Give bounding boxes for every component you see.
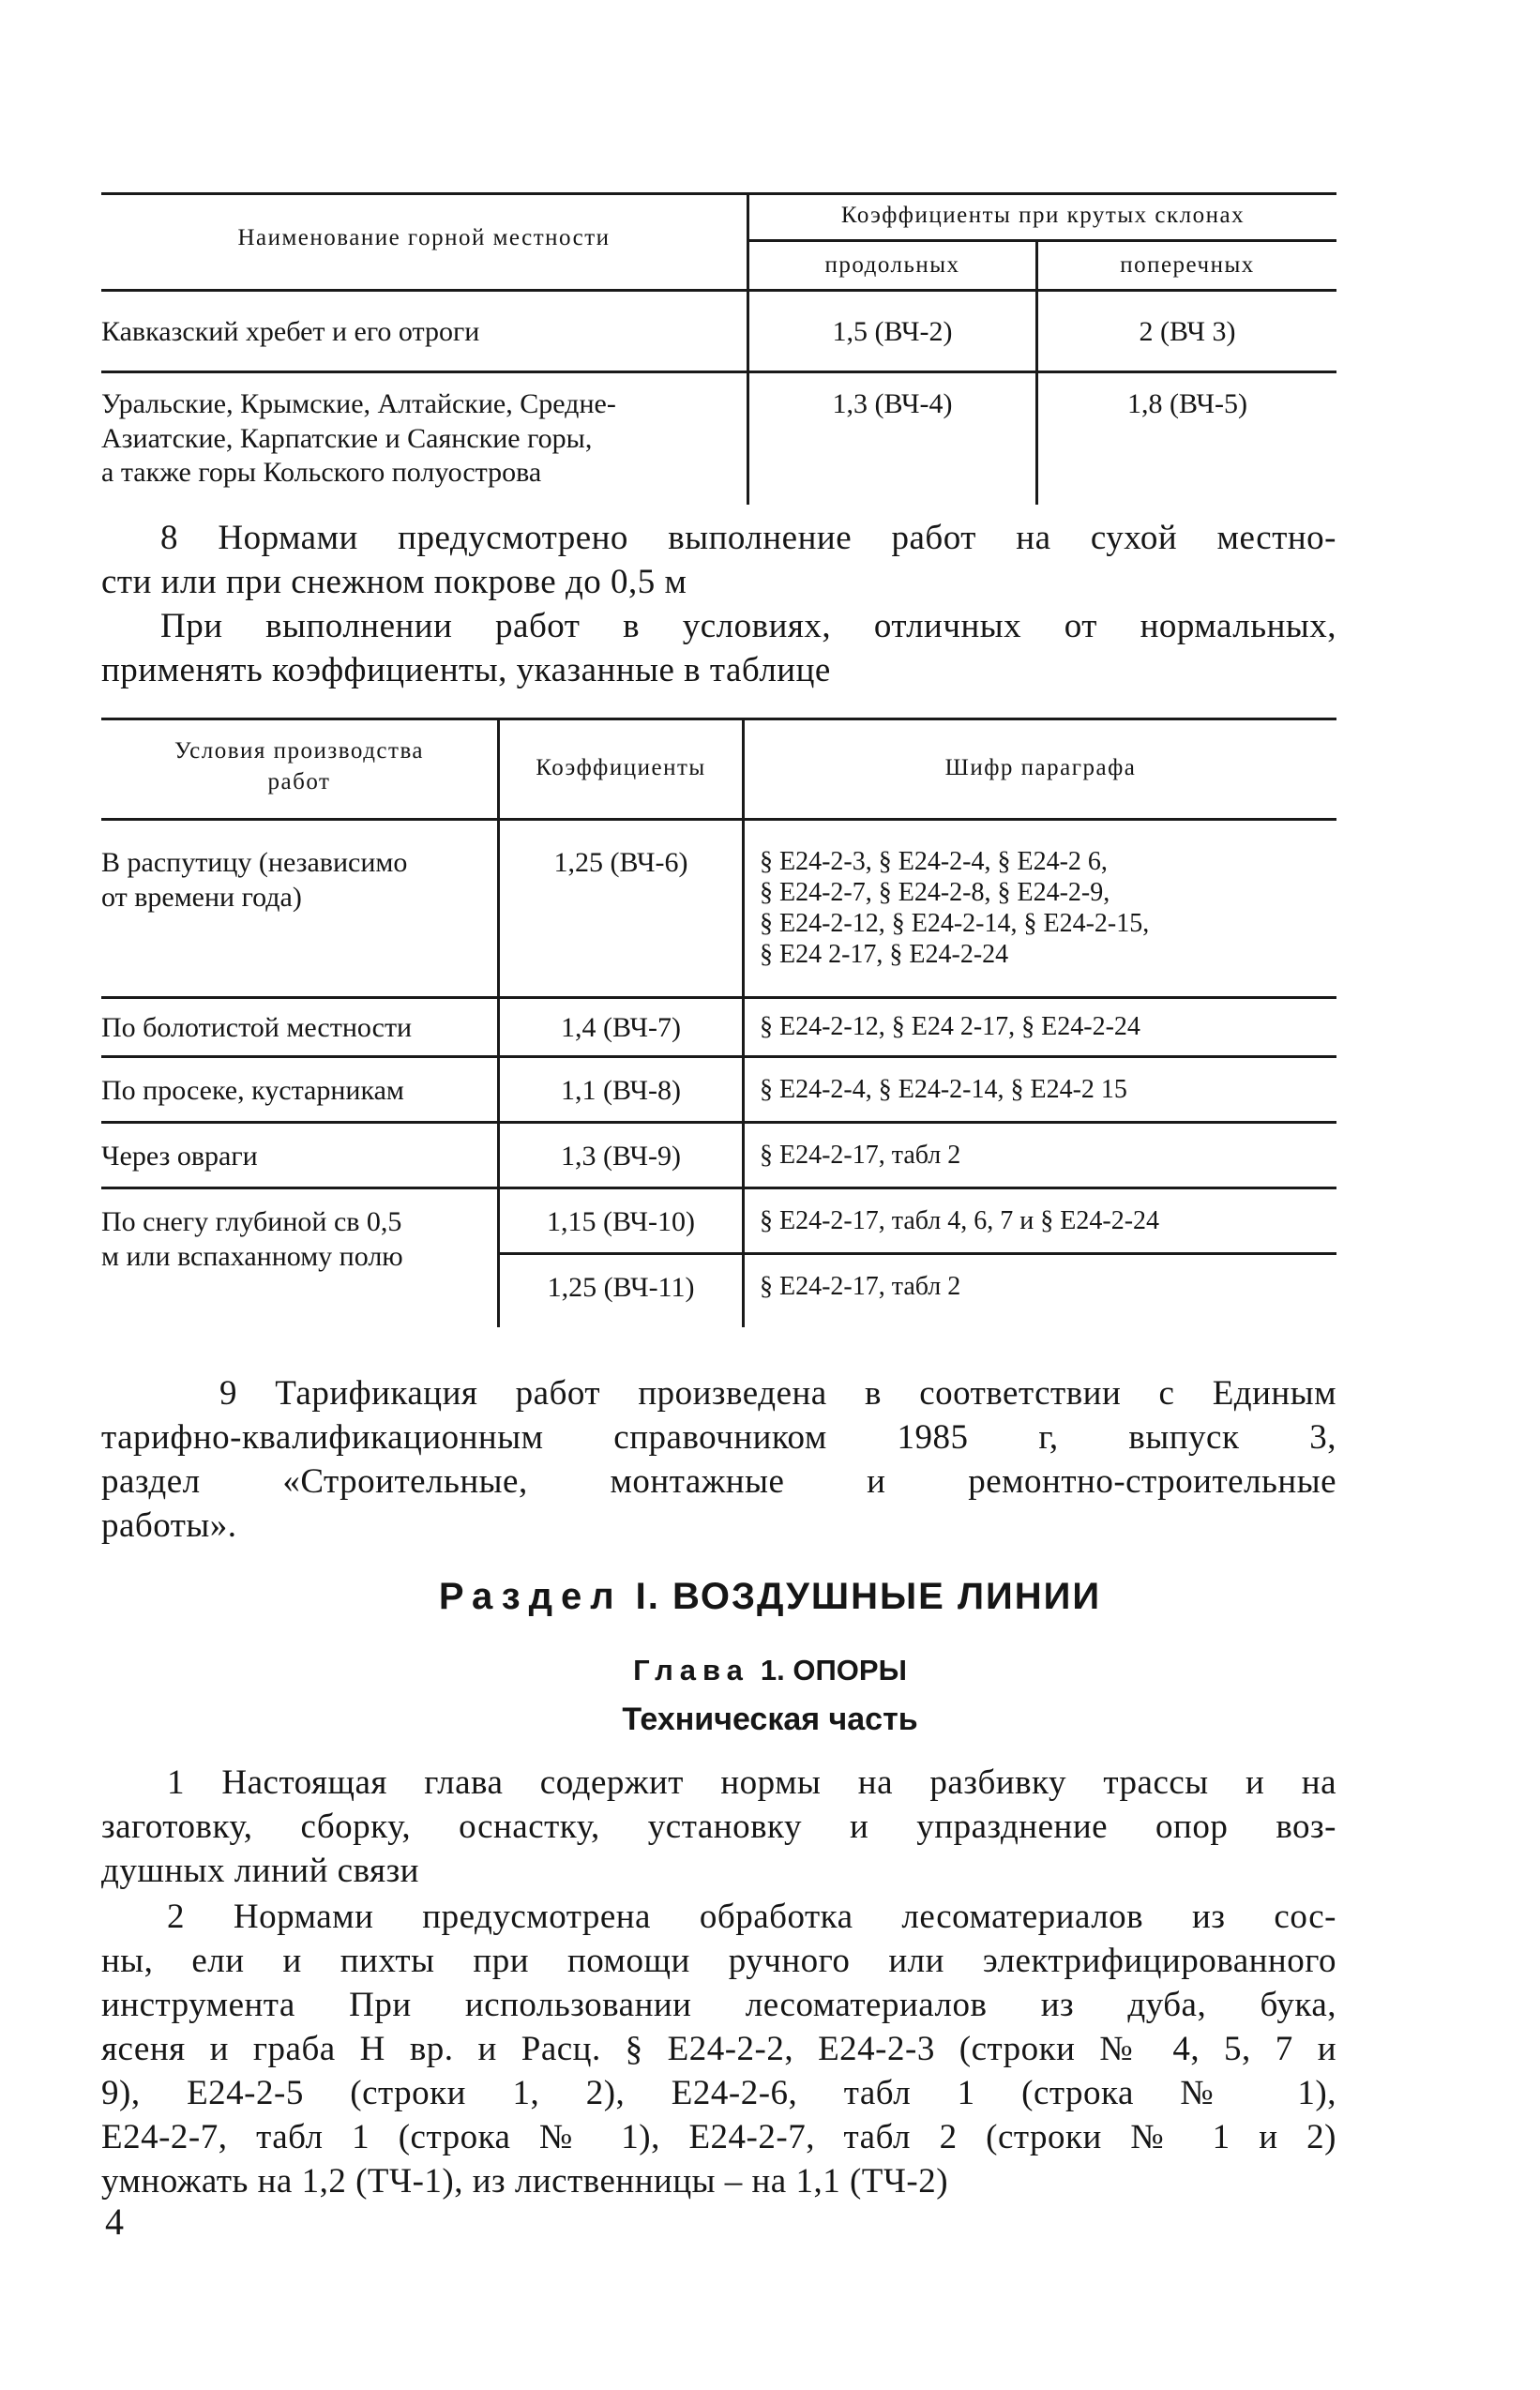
paragraph-codes: § Е24-2-4, § Е24-2-14, § Е24-2 15 bbox=[760, 1075, 1127, 1104]
paragraph-line: душных линий связи bbox=[101, 1852, 419, 1890]
condition: Через овраги bbox=[101, 1141, 258, 1172]
chapter-title: 1. ОПОРЫ bbox=[760, 1654, 907, 1687]
table-rule bbox=[742, 718, 745, 1327]
paragraph-line: 9), Е24-2-5 (строки 1, 2), Е24-2-6, табл 1 (строка № 1), bbox=[101, 2074, 1336, 2112]
page-number: 4 bbox=[105, 2201, 124, 2243]
header-line: Условия производства bbox=[174, 738, 425, 764]
paragraph-line: ны, ели и пихты при помощи ручного или электрифицированного bbox=[101, 1942, 1336, 1980]
coefficient: 1,25 (ВЧ-11) bbox=[547, 1272, 695, 1303]
paragraph-codes: § Е24-2-17, табл 2 bbox=[760, 1141, 961, 1170]
paragraph-codes bbox=[760, 846, 1149, 970]
condition bbox=[101, 846, 407, 915]
coef-longitudinal: 1,5 (ВЧ-2) bbox=[832, 316, 953, 347]
code-line: § Е24 2-17, § Е24-2-24 bbox=[760, 940, 1009, 970]
condition-line: По снегу глубиной св 0,5 bbox=[101, 1206, 402, 1237]
paragraph-line: Е24-2-7, табл 1 (строка № 1), Е24-2-7, табл 2 (строки № 1 и 2) bbox=[101, 2118, 1336, 2156]
header-coefficients-group: Коэффициенты при крутых склонах bbox=[840, 203, 1246, 228]
paragraph-9 bbox=[101, 1371, 1336, 1548]
table-rule bbox=[101, 192, 1336, 195]
paragraph-line: применять коэффициенты, указанные в таблице bbox=[101, 651, 831, 689]
table-rule bbox=[101, 371, 1336, 373]
terrain-name-line: Азиатские, Карпатские и Саянские горы, bbox=[101, 422, 593, 454]
header-terrain: Наименование горной местности bbox=[237, 225, 611, 250]
terrain-name: Кавказский хребет и его отроги bbox=[101, 316, 480, 347]
table-rule bbox=[101, 818, 1336, 821]
table-rule bbox=[101, 1187, 1336, 1189]
paragraph-line: ясеня и граба Н вр. и Расц. § Е24-2-2, Е24-2-3 (строки № 4, 5, 7 и bbox=[101, 2030, 1336, 2068]
header-paragraph-code: Шифр параграфа bbox=[944, 755, 1137, 780]
header-longitudinal: продольных bbox=[824, 252, 960, 278]
terrain-name-line: Уральские, Крымские, Алтайские, Средне- bbox=[101, 388, 616, 419]
condition-line: от времени года) bbox=[101, 881, 302, 913]
coefficient: 1,3 (ВЧ-9) bbox=[561, 1141, 681, 1172]
paragraph-line: заготовку, сборку, оснастку, установку и упразднение опор воз- bbox=[101, 1808, 1336, 1846]
coefficient: 1,15 (ВЧ-10) bbox=[547, 1206, 695, 1237]
paragraph-line: раздел «Строительные, монтажные и ремонтно-строительные bbox=[101, 1462, 1336, 1501]
header-coefficients: Коэффициенты bbox=[536, 755, 706, 780]
chapter-heading bbox=[0, 1654, 1540, 1687]
paragraph-codes: § Е24-2-17, табл 4, 6, 7 и § Е24-2-24 bbox=[760, 1206, 1160, 1235]
header-transverse: поперечных bbox=[1120, 252, 1255, 278]
section-title: I. ВОЗДУШНЫЕ ЛИНИИ bbox=[635, 1576, 1102, 1617]
section-heading bbox=[0, 1576, 1540, 1618]
paragraph-line: тарифно-квалификационным справочником 1985 г, выпуск 3, bbox=[101, 1418, 1336, 1457]
paragraph-line: умножать на 1,2 (ТЧ-1), из лиственницы – на 1,1 (ТЧ-2) bbox=[101, 2162, 949, 2201]
paragraph-line: работы». bbox=[101, 1506, 237, 1545]
tech-paragraph-2 bbox=[101, 1895, 1336, 2203]
code-line: § Е24-2-7, § Е24-2-8, § Е24-2-9, bbox=[760, 878, 1110, 908]
condition: По болотистой местности bbox=[101, 1012, 413, 1043]
paragraph-line: 1 Настоящая глава содержит нормы на разбивку трассы и на bbox=[167, 1763, 1336, 1802]
paragraph-line: сти или при снежном покрове до 0,5 м bbox=[101, 563, 687, 601]
table-rule bbox=[747, 239, 1336, 242]
table-rule bbox=[101, 1121, 1336, 1124]
coefficient: 1,4 (ВЧ-7) bbox=[561, 1012, 681, 1043]
coef-longitudinal: 1,3 (ВЧ-4) bbox=[832, 388, 953, 419]
table-rule bbox=[101, 289, 1336, 292]
coef-transverse: 1,8 (ВЧ-5) bbox=[1127, 388, 1247, 419]
section-label: Раздел bbox=[438, 1576, 623, 1617]
paragraph-line: 8 Нормами предусмотрено выполнение работ на сухой местно- bbox=[160, 519, 1336, 557]
coefficient: 1,1 (ВЧ-8) bbox=[561, 1075, 681, 1106]
paragraph-line: 9 Тарификация работ произведена в соответствии с Единым bbox=[219, 1374, 1336, 1413]
paragraph-codes: § Е24-2-12, § Е24 2-17, § Е24-2-24 bbox=[760, 1012, 1140, 1041]
terrain-name-line: а также горы Кольского полуострова bbox=[101, 457, 542, 489]
condition bbox=[101, 1205, 403, 1274]
terrain-name bbox=[101, 387, 616, 491]
header-conditions bbox=[101, 736, 497, 797]
coefficient: 1,25 (ВЧ-6) bbox=[553, 847, 688, 878]
paragraph-line: При выполнении работ в условиях, отличных от нормальных, bbox=[160, 607, 1336, 645]
table-rule bbox=[101, 718, 1336, 720]
condition: По просеке, кустарникам bbox=[101, 1075, 404, 1106]
code-line: § Е24-2-3, § Е24-2-4, § Е24-2 6, bbox=[760, 847, 1108, 876]
paragraph-codes: § Е24-2-17, табл 2 bbox=[760, 1272, 961, 1301]
table-rule bbox=[497, 1252, 1336, 1255]
condition-line: В распутицу (независимо bbox=[101, 847, 408, 878]
coef-transverse: 2 (ВЧ 3) bbox=[1139, 316, 1236, 347]
chapter-label: Глава bbox=[633, 1654, 749, 1687]
code-line: § Е24-2-12, § Е24-2-14, § Е24-2-15, bbox=[760, 909, 1150, 939]
tech-paragraph-1 bbox=[101, 1761, 1336, 1893]
condition-line: м или вспаханному полю bbox=[101, 1240, 403, 1272]
paragraph-line: 2 Нормами предусмотрена обработка лесоматериалов из сос- bbox=[167, 1898, 1336, 1936]
header-line: работ bbox=[267, 768, 331, 794]
table-rule bbox=[101, 1055, 1336, 1058]
paragraph-8 bbox=[101, 516, 1336, 692]
table-rule bbox=[101, 996, 1336, 999]
paragraph-line: инструмента При использовании лесоматериалов из дуба, бука, bbox=[101, 1986, 1336, 2024]
subsection-heading: Техническая часть bbox=[622, 1702, 918, 1737]
